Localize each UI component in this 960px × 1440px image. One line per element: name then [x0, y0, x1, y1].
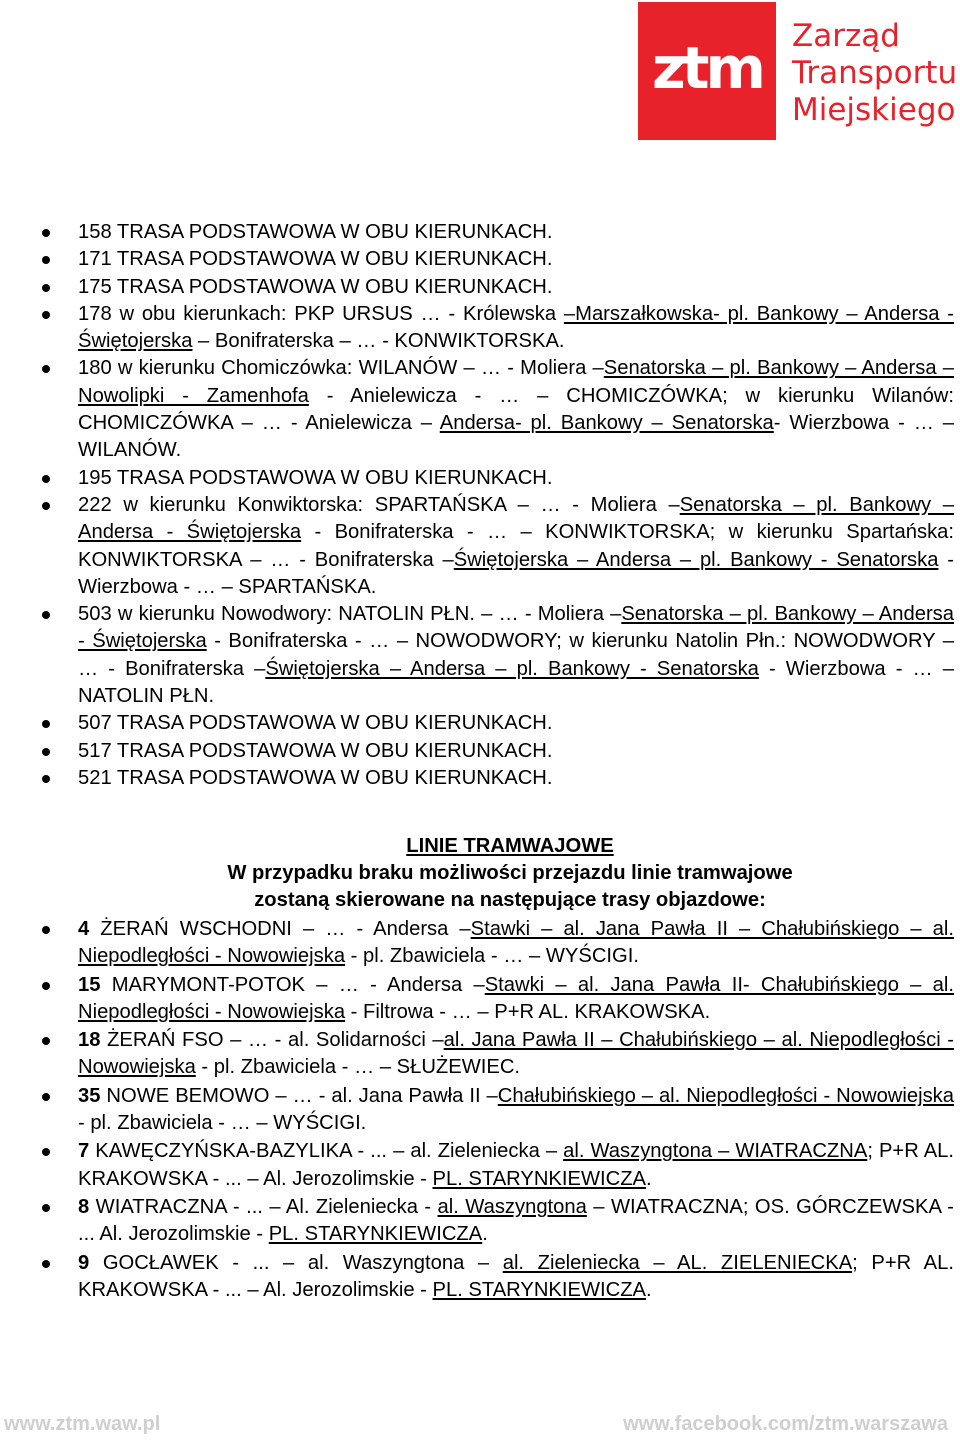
bullet-icon: [42, 229, 50, 237]
list-item: [0, 246, 954, 273]
route-text: - pl. Zbawiciela - … – WYŚCIGI.: [345, 945, 639, 968]
bullet-icon: [42, 311, 50, 319]
route-text-underlined: PL. STARYNKIEWICZA: [432, 1167, 647, 1190]
route-text: ; P+R AL. KRAKOWSKA - ... – Al. Jerozolimskie -: [78, 1140, 955, 1190]
route-text-underlined: al. Waszyngtona: [437, 1195, 587, 1218]
footer-website-link[interactable]: www.ztm.waw.pl: [4, 1413, 161, 1435]
list-item: [0, 274, 954, 301]
line-number: 35: [78, 1084, 101, 1107]
tram-lines-list: [0, 916, 954, 1305]
route-text: WIATRACZNA - ... – Al. Zieleniecka -: [89, 1195, 438, 1218]
route-text: w kierunku Konwiktorska: SPARTAŃSKA – … - Moliera –: [111, 493, 680, 516]
route-text: - Anielewicza - … – CHOMICZÓWKA; w kierunku Wilanów: CHOMICZÓWKA – … - Anielewicza –: [78, 384, 954, 435]
line-number: 180: [78, 357, 112, 380]
route-text-underlined: Świętojerska – Andersa – pl. Bankowy - Senatorska: [453, 548, 939, 571]
line-number: 507: [78, 712, 112, 735]
bullet-icon: [42, 1148, 50, 1156]
route-text-underlined: Senatorska – pl. Bankowy – Andersa - Świętojerska: [78, 493, 954, 544]
route-text: TRASA PODSTAWOWA W OBU KIERUNKACH.: [111, 712, 553, 735]
route-text: - pl. Zbawiciela - … – WYŚCIGI.: [78, 1112, 367, 1135]
route-text: - Wierzbowa - … – SPARTAŃSKA.: [78, 548, 954, 598]
line-number: 15: [78, 973, 101, 996]
bullet-icon: [42, 256, 50, 264]
route-text: – WIATRACZNA; OS. GÓRCZEWSKA - ... Al. Jerozolimskie -: [78, 1195, 954, 1246]
bullet-icon: [42, 475, 50, 483]
list-item: [0, 738, 954, 765]
list-item: [0, 765, 954, 792]
logo-mark-text: ztm: [652, 34, 762, 102]
bullet-icon: [42, 982, 50, 990]
route-text: TRASA PODSTAWOWA W OBU KIERUNKACH.: [111, 739, 553, 762]
route-text-underlined: PL. STARYNKIEWICZA: [268, 1223, 483, 1246]
list-item: [0, 355, 954, 464]
list-item: [0, 601, 954, 710]
route-text: TRASA PODSTAWOWA W OBU KIERUNKACH.: [111, 221, 553, 243]
route-text: - pl. Zbawiciela - … – SŁUŻEWIEC.: [195, 1056, 521, 1079]
route-text-underlined: al. Zieleniecka – AL. ZIELENIECKA: [502, 1251, 853, 1274]
route-text-underlined: Chałubińskiego – al. Niepodległości - Nowowiejska: [497, 1084, 954, 1107]
line-number: 503: [78, 603, 112, 626]
route-text: - Bonifraterska - … – NOWODWORY; w kierunku Natolin Płn.: NOWODWORY – … - Bonifraterska –: [78, 630, 955, 680]
line-number: 7: [78, 1140, 90, 1163]
list-item: [0, 710, 954, 737]
list-item: [0, 465, 954, 492]
line-number: 18: [78, 1029, 101, 1052]
section-subtitle-line-2: zostaną skierowane na następujące trasy objazdowe:: [254, 889, 766, 911]
route-text-underlined: Świętojerska – Andersa – pl. Bankowy - Senatorska: [265, 657, 759, 680]
route-text: - Filtrowa - … – P+R AL. KRAKOWSKA.: [345, 1000, 711, 1023]
logo-line-2: Transportu: [792, 55, 958, 91]
list-item: [0, 972, 954, 1027]
route-text: - Wierzbowa - … – NATOLIN PŁN.: [78, 657, 954, 708]
bullet-icon: [42, 1204, 50, 1212]
route-text-underlined: –Marszałkowska- pl. Bankowy – Andersa - Świętojerska: [78, 302, 954, 353]
list-item: [0, 1138, 954, 1193]
route-text: ŻERAŃ FSO – … - al. Solidarności –: [100, 1029, 444, 1052]
route-text-underlined: Stawki – al. Jana Pawła II – Chałubińskiego – al. Niepodległości - Nowowiejska: [78, 918, 954, 968]
route-text-underlined: Senatorska – pl. Bankowy – Andersa - Świętojerska: [78, 603, 954, 653]
footer-facebook-link[interactable]: www.facebook.com/ztm.warszawa: [623, 1413, 948, 1435]
route-text: NOWE BEMOWO – … - al. Jana Pawła II –: [100, 1084, 498, 1107]
route-text-underlined: Stawki – al. Jana Pawła II- Chałubińskiego – al. Niepodległości - Nowowiejska: [78, 973, 954, 1023]
list-item: [0, 1027, 954, 1082]
route-text: KAWĘCZYŃSKA-BAZYLIKA - ... – al. Zieleniecka –: [89, 1140, 564, 1163]
route-text-underlined: al. Jana Pawła II – Chałubińskiego – al. Niepodległości - Nowowiejska: [78, 1029, 954, 1079]
list-item: [0, 301, 954, 356]
route-text: .: [482, 1223, 488, 1246]
route-text: TRASA PODSTAWOWA W OBU KIERUNKACH.: [111, 466, 553, 489]
bullet-icon: [42, 926, 50, 934]
line-number: 517: [78, 739, 112, 762]
route-text: - Bonifraterska - … – KONWIKTORSKA; w kierunku Spartańska: KONWIKTORSKA – … - Bonifraterska –: [78, 521, 954, 571]
logo-line-3: Miejskiego: [792, 92, 956, 128]
route-text: w kierunku Nowodwory: NATOLIN PŁN. – … - Moliera –: [111, 603, 622, 626]
route-text: w obu kierunkach: PKP URSUS … - Królewska: [111, 302, 564, 325]
line-number: 521: [78, 766, 112, 789]
bullet-icon: [42, 1037, 50, 1045]
bullet-icon: [42, 611, 50, 619]
line-number: 171: [78, 248, 112, 271]
line-number: 8: [78, 1195, 90, 1218]
line-number: 178: [78, 302, 112, 325]
line-number: 195: [78, 466, 112, 489]
ztm-logo: [638, 2, 960, 140]
route-text: TRASA PODSTAWOWA W OBU KIERUNKACH.: [111, 275, 553, 298]
route-text: ; P+R AL. KRAKOWSKA - ... – Al. Jerozolimskie -: [78, 1251, 954, 1301]
route-text: w kierunku Chomiczówka: WILANÓW – … - Moliera –: [111, 357, 604, 380]
logo-line-1: Zarząd: [792, 18, 900, 54]
logo-wordmark: [792, 18, 957, 129]
line-number: 158: [78, 221, 112, 243]
list-item: [0, 1250, 954, 1305]
bus-lines-list: [0, 219, 954, 792]
bullet-icon: [42, 748, 50, 756]
line-number: 222: [78, 493, 112, 516]
bullet-icon: [42, 1093, 50, 1101]
route-text: – Bonifraterska – … - KONWIKTORSKA.: [192, 330, 565, 353]
route-text-underlined: PL. STARYNKIEWICZA: [432, 1278, 647, 1301]
list-item: [0, 219, 954, 246]
list-item: [0, 1194, 954, 1249]
route-text: MARYMONT-POTOK – … - Andersa –: [100, 973, 485, 996]
logo-mark: [638, 2, 776, 140]
list-item: [0, 492, 954, 601]
bullet-icon: [42, 775, 50, 783]
bullet-icon: [42, 502, 50, 510]
route-text: .: [646, 1278, 652, 1301]
route-text-underlined: al. Waszyngtona – WIATRACZNA: [563, 1140, 868, 1163]
route-text: TRASA PODSTAWOWA W OBU KIERUNKACH.: [111, 248, 553, 271]
route-text: - Wierzbowa - … – WILANÓW.: [78, 412, 954, 462]
route-text: .: [646, 1167, 652, 1190]
line-number: 9: [78, 1251, 90, 1274]
section-subtitle-line-1: W przypadku braku możliwości przejazdu linie tramwajowe: [227, 862, 793, 884]
route-text-underlined: Andersa- pl. Bankowy – Senatorska: [439, 412, 774, 435]
section-title: LINIE TRAMWAJOWE: [406, 835, 614, 857]
list-item: [0, 1083, 954, 1138]
route-text-underlined: Senatorska – pl. Bankowy – Andersa – Nowolipki - Zamenhofa: [78, 357, 954, 407]
bullet-icon: [42, 365, 50, 373]
list-item: [0, 916, 954, 971]
line-number: 175: [78, 275, 112, 298]
bullet-icon: [42, 1260, 50, 1268]
tram-section-heading: [0, 833, 960, 914]
route-text: GOCŁAWEK - ... – al. Waszyngtona –: [89, 1251, 503, 1274]
route-text: TRASA PODSTAWOWA W OBU KIERUNKACH.: [111, 766, 553, 789]
bullet-icon: [42, 720, 50, 728]
bullet-icon: [42, 284, 50, 292]
line-number: 4: [78, 918, 90, 940]
route-text: ŻERAŃ WSCHODNI – … - Andersa –: [89, 918, 471, 940]
